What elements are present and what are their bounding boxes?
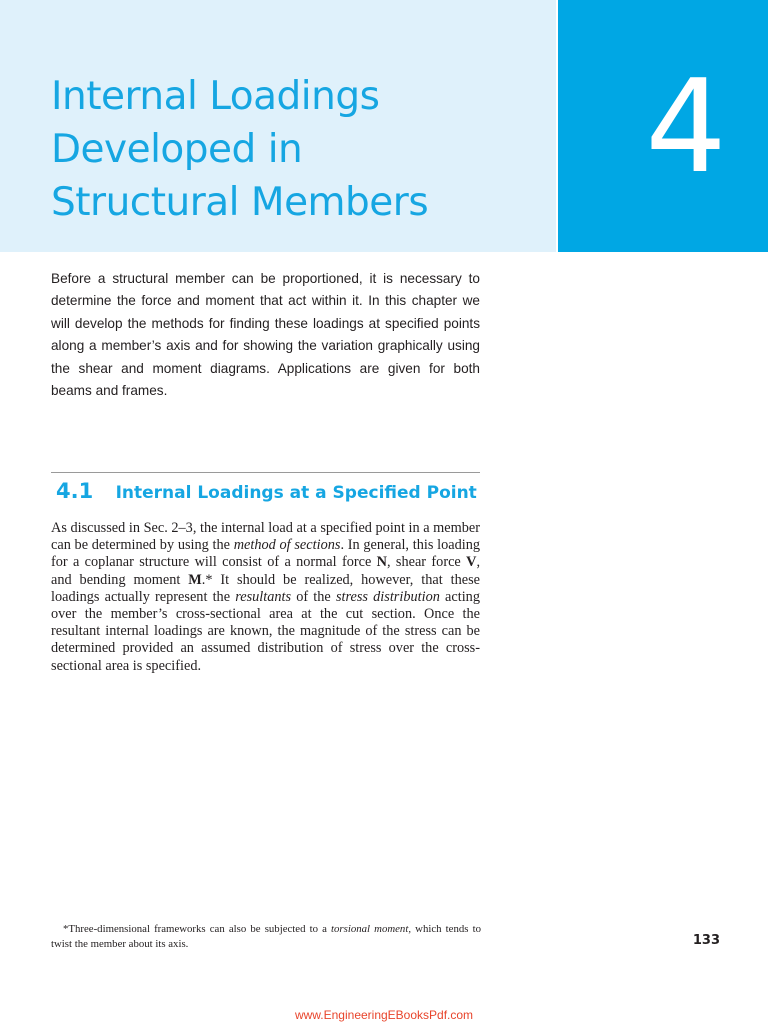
section-heading [56,476,486,507]
body-text: As discussed in Sec. 2–3, the internal load at a specified point in a member can be determined by using the [51,520,480,554]
chapter-number-box [558,0,768,252]
chapter-title-line-3: Structural Members [51,180,429,225]
footnote [51,922,481,951]
body-text: , shear force [387,554,467,571]
body-text: . In general, this loading for a coplanar structure will consist of a normal force [51,537,480,571]
chapter-intro-paragraph: Before a structural member can be proportioned, it is necessary to determine the force and moment that act within it. In this chapter we will develop the methods for finding these loadings at specified points along a member’s axis and for showing the variation graphically using the shear and moment diagrams. Applications are given for both beams and frames. [51,271,480,399]
chapter-title-line-1: Internal Loadings [51,74,380,119]
footnote-emphasis: torsional moment, [331,923,412,935]
body-emphasis: resultants [235,588,292,605]
section-title: Internal Loadings at a Specified Point [115,483,477,503]
website-link[interactable]: www.EngineeringEBooksPdf.com [294,1008,474,1022]
page-number: 133 [692,933,720,948]
body-emphasis: method of sections [233,537,341,554]
footnote-text: which tends to twist the member about its axis. [51,923,481,950]
body-text: acting over the member’s cross-sectional area at the cut section. Once the resultant internal loadings are known, the magnitude of the stress can be determined provided an assumed distribution of stress over the cross-sectional area is specified. [51,588,480,674]
body-text: , and bending moment [51,554,481,588]
chapter-number: 4 [645,53,727,202]
chapter-title [51,70,521,229]
body-bold-symbol: M [188,571,202,588]
body-emphasis: stress distribution [335,588,440,605]
chapter-title-line-2: Developed in [51,127,303,172]
section-number: 4.1 [56,479,94,503]
body-bold-symbol: N [376,554,387,571]
footnote-text: *Three-dimensional frameworks can also be subjected to a [63,923,332,935]
section-divider [51,472,480,473]
section-body-paragraph [51,520,480,675]
body-bold-symbol: V [466,554,477,571]
body-text: of the [291,588,336,605]
body-text: .* It should be realized, however, that these loadings actually represent the [51,571,480,605]
